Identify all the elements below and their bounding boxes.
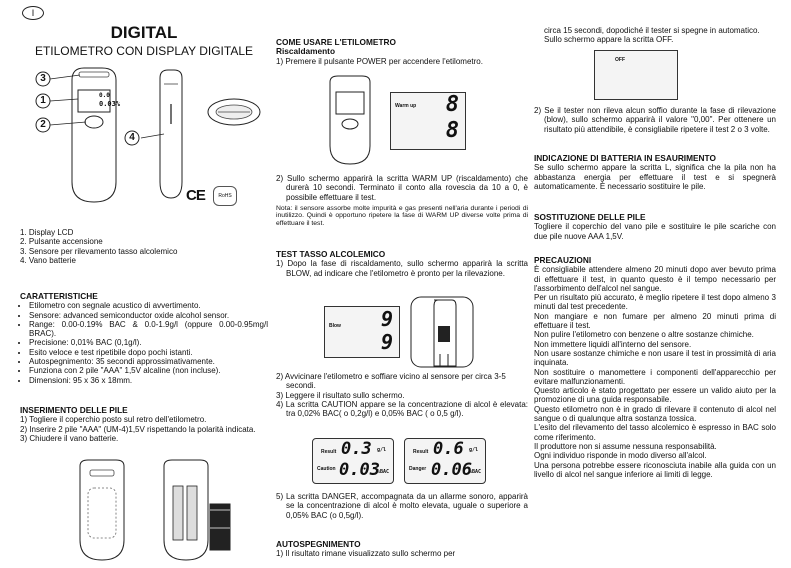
part-item: 4. Vano batterie [20, 255, 76, 265]
step-item: 2) Se il tester non rileva alcun soffio durante la fase di rilevazione (blow), sullo schermo apparirà il valore "0,00". Per ottenere un risultato più attendibile, è consigliabile ripetere il test 2 o 3 volte. [534, 106, 776, 134]
paragraph: Non sostituire o manomettere i componenti dell'apparecchio per evitare malfunzionamenti. [534, 367, 776, 386]
feature-item: • Range: 0.00-0.19% BAC & 0.0-1.9g/l (oppure 0.00-0.95mg/l BRAC). [29, 320, 268, 339]
blow-device-illustration [410, 296, 474, 368]
section-test [276, 250, 528, 278]
step-item: 1) Premere il pulsante POWER per accendere l'etilometro. [276, 56, 483, 66]
danger-bac: 0.06 [431, 460, 472, 480]
section-come-usare [276, 38, 528, 66]
step-item: 3) Leggere il risultato sullo schermo. [276, 390, 405, 400]
auto-cont [544, 26, 776, 45]
blow-lcd [324, 306, 400, 358]
danger-lcd [404, 438, 486, 484]
warmup-label: Warm up [395, 103, 417, 109]
part-item: 1. Display LCD [20, 228, 74, 237]
danger-text [276, 492, 528, 520]
part-item: 2. Pulsante accensione [20, 237, 103, 247]
paragraph: Se sullo schermo appare la scritta L, significa che la pila non ha abbastanza energia per effettuare il test e si spegnerà automaticamente. È necessario sostituire le pile. [534, 163, 776, 191]
off-lcd [594, 50, 678, 100]
feature-item: • Esito veloce e test ripetibile dopo pochi istanti. [29, 348, 268, 357]
lang-badge: I [22, 6, 44, 20]
paragraph: Togliere il coperchio del vano pile e sostituire le pile scariche con due pile nuove AAA 1,5V. [534, 222, 776, 241]
paragraph: Non pulire l'etilometro con benzene o altre sostanze chimiche. [534, 330, 754, 340]
paragraph: È consigliabile attendere almeno 20 minuti dopo aver bevuto prima di effettuare il test, in quanto questo è il tempo necessario per l'assorbimento dell'alcol nel sangue. [534, 265, 776, 293]
caution-bac: 0.03 [339, 460, 380, 480]
callout-3-label: 3 [40, 73, 46, 84]
heading-autospegnimento: AUTOSPEGNIMENTO [276, 539, 361, 549]
danger-status: Danger [409, 466, 427, 472]
paragraph: Il produttore non si assume nessuna responsabilità. [534, 441, 717, 451]
step-item: 5) La scritta DANGER, accompagnata da un allarme sonoro, apparirà se la concentrazione di alcol è molto elevata, uguale o superiore a 0,05% BAC (o 0,5g/l). [276, 492, 528, 520]
lcd-readout-top: 0.0 [99, 92, 110, 99]
paragraph: Non mangiare e non fumare per almeno 20 minuti prima di effettuare il test. [534, 311, 776, 331]
step-item: 1) Dopo la fase di riscaldamento, sullo schermo apparirà la scritta BLOW, ad indicare che l'etilometro è pronto per la rilevazione. [276, 259, 528, 278]
step-item: 2) Avvicinare l'etilometro e soffiare vicino al sensore per circa 3-5 secondi. [276, 372, 506, 391]
warmup-lcd [390, 92, 466, 150]
paragraph: Ogni individuo risponde in modo diverso all'alcol. [534, 451, 707, 461]
parts-list [20, 228, 268, 265]
heading-come-usare: COME USARE L'ETILOMETRO [276, 37, 396, 47]
warmup-text [276, 174, 528, 228]
lcd-readout-value [99, 100, 120, 108]
recycle-mark: RoHS [213, 186, 237, 206]
paragraph: Per un risultato più accurato, è meglio ripetere il test dopo almeno 3 minuti dal test precedente. [534, 293, 776, 312]
section-inserimento [20, 406, 268, 443]
step-item: 4) La scritta CAUTION appare se la concentrazione di alcol è elevata: tra 0,02% BAC( o 0,2g/l) e 0,05% BAC ( o 0,5 g/l). [276, 399, 528, 419]
step-item: 1) Togliere il coperchio posto sul retro dell'etilometro. [20, 415, 207, 425]
paragraph: Questo etilometro non è in grado di rilevare il contenuto di alcol nel sangue o di qualunque altra sostanza tossica. [534, 404, 776, 424]
caution-lcd [312, 438, 394, 484]
part-item: 3. Sensore per rilevamento tasso alcolemico [20, 246, 178, 256]
battery-illustration [60, 458, 250, 564]
step-item: 3) Chiudere il vano batterie. [20, 433, 119, 443]
blow-digit-2: 9 [380, 330, 393, 354]
step-item-cont: circa 15 secondi, dopodiché il tester si spegne in automatico. Sullo schermo appare la scritta OFF. [544, 26, 760, 45]
heading-test: TEST TASSO ALCOLEMICO [276, 249, 386, 259]
feature-item: • Precisione: 0,01% BAC (0,1g/l). [29, 338, 268, 347]
off-label: OFF [615, 57, 625, 63]
warmup-device-illustration [328, 74, 372, 166]
section-autospegnimento [276, 540, 528, 559]
heading-precauzioni: PRECAUZIONI [534, 255, 592, 265]
auto-step2 [534, 106, 776, 134]
paragraph: Non immettere liquidi all'interno del sensore. [534, 339, 692, 349]
paragraph: Questo articolo è stato progettato per essere un valido aiuto per la promozione di una guida responsabile. [534, 386, 776, 405]
heading-caratteristiche: CARATTERISTICHE [20, 291, 98, 301]
callout-4-label: 4 [129, 132, 135, 143]
feature-item: • Funziona con 2 pile "AAA" 1,5V alcaline (non incluse). [29, 366, 268, 375]
heading-batteria: INDICAZIONE DI BATTERIA IN ESAURIMENTO [534, 153, 716, 163]
section-sostituzione [534, 213, 776, 241]
test-steps [276, 372, 528, 418]
blow-label: Blow [329, 323, 341, 329]
paragraph: Una persona potrebbe essere riconosciuta inabile alla guida con un livello di alcol nel sangue inferiore ai limiti di legge. [534, 460, 776, 479]
feature-item: • Autospegnimento: 35 secondi approssimativamente. [29, 357, 268, 366]
step-item: 2) Inserire 2 pile "AAA" (UM-4)1,5V rispettando la polarità indicata. [20, 424, 256, 434]
warmup-digit-2: 8 [445, 118, 459, 143]
step-item: 2) Sullo schermo apparirà la scritta WARM UP (riscaldamento) che durerà 10 secondi. Terminato il conto alla rovescia da 10 a 0, è possibile effettuare il test. [276, 174, 528, 202]
section-precauzioni [534, 256, 776, 479]
paragraph: Non usare sostanze chimiche e non usare il test in prossimità di aria inquinata. [534, 348, 776, 368]
caution-status: Caution [317, 466, 336, 472]
subheading-riscaldamento: Riscaldamento [276, 46, 336, 57]
caution-value: 0.3 [341, 439, 372, 459]
lcd-value: 0.03 [99, 100, 116, 108]
feature-item: • Etilometro con segnale acustico di avvertimento. [29, 301, 268, 310]
section-caratteristiche [20, 292, 268, 385]
lcd-unit: % [115, 100, 121, 108]
caution-bac-unit: %BAC [377, 469, 390, 475]
heading-sostituzione: SOSTITUZIONE DELLE PILE [534, 212, 646, 222]
danger-result-label: Result [413, 449, 429, 455]
blow-digit-1: 9 [380, 307, 393, 331]
heading-inserimento: INSERIMENTO DELLE PILE [20, 405, 128, 415]
doc-title: DIGITAL [110, 23, 178, 42]
feature-item: • Dimensioni: 95 x 36 x 18mm. [29, 376, 268, 385]
danger-unit: g/l [469, 447, 479, 453]
ce-mark: CE [186, 187, 205, 204]
warmup-note: Nota: il sensore assorbe molte impurità e gas presenti nell'aria durante i periodi di inutilizzo. Quindi è opportuno ripetere la fase di WARM UP diverse volte prima di effettuare il test. [276, 204, 528, 228]
danger-bac-unit: %BAC [469, 469, 482, 475]
danger-value: 0.6 [433, 439, 464, 459]
paragraph: L'esito del rilevamento del tasso alcolemico è espresso in BAC solo come riferimento. [534, 423, 776, 442]
step-item: 1) Il risultato rimane visualizzato sullo schermo per [276, 549, 456, 559]
callout-2-label: 2 [40, 119, 46, 130]
section-batteria [534, 154, 776, 191]
caution-result-label: Result [321, 449, 337, 455]
warmup-digit-1: 8 [445, 92, 459, 117]
callout-1-label: 1 [40, 95, 46, 106]
feature-item: • Sensore: advanced semiconductor oxide alcohol sensor. [29, 311, 268, 320]
doc-subtitle: ETILOMETRO CON DISPLAY DIGITALE [34, 44, 254, 58]
caution-unit: g/l [377, 447, 387, 453]
